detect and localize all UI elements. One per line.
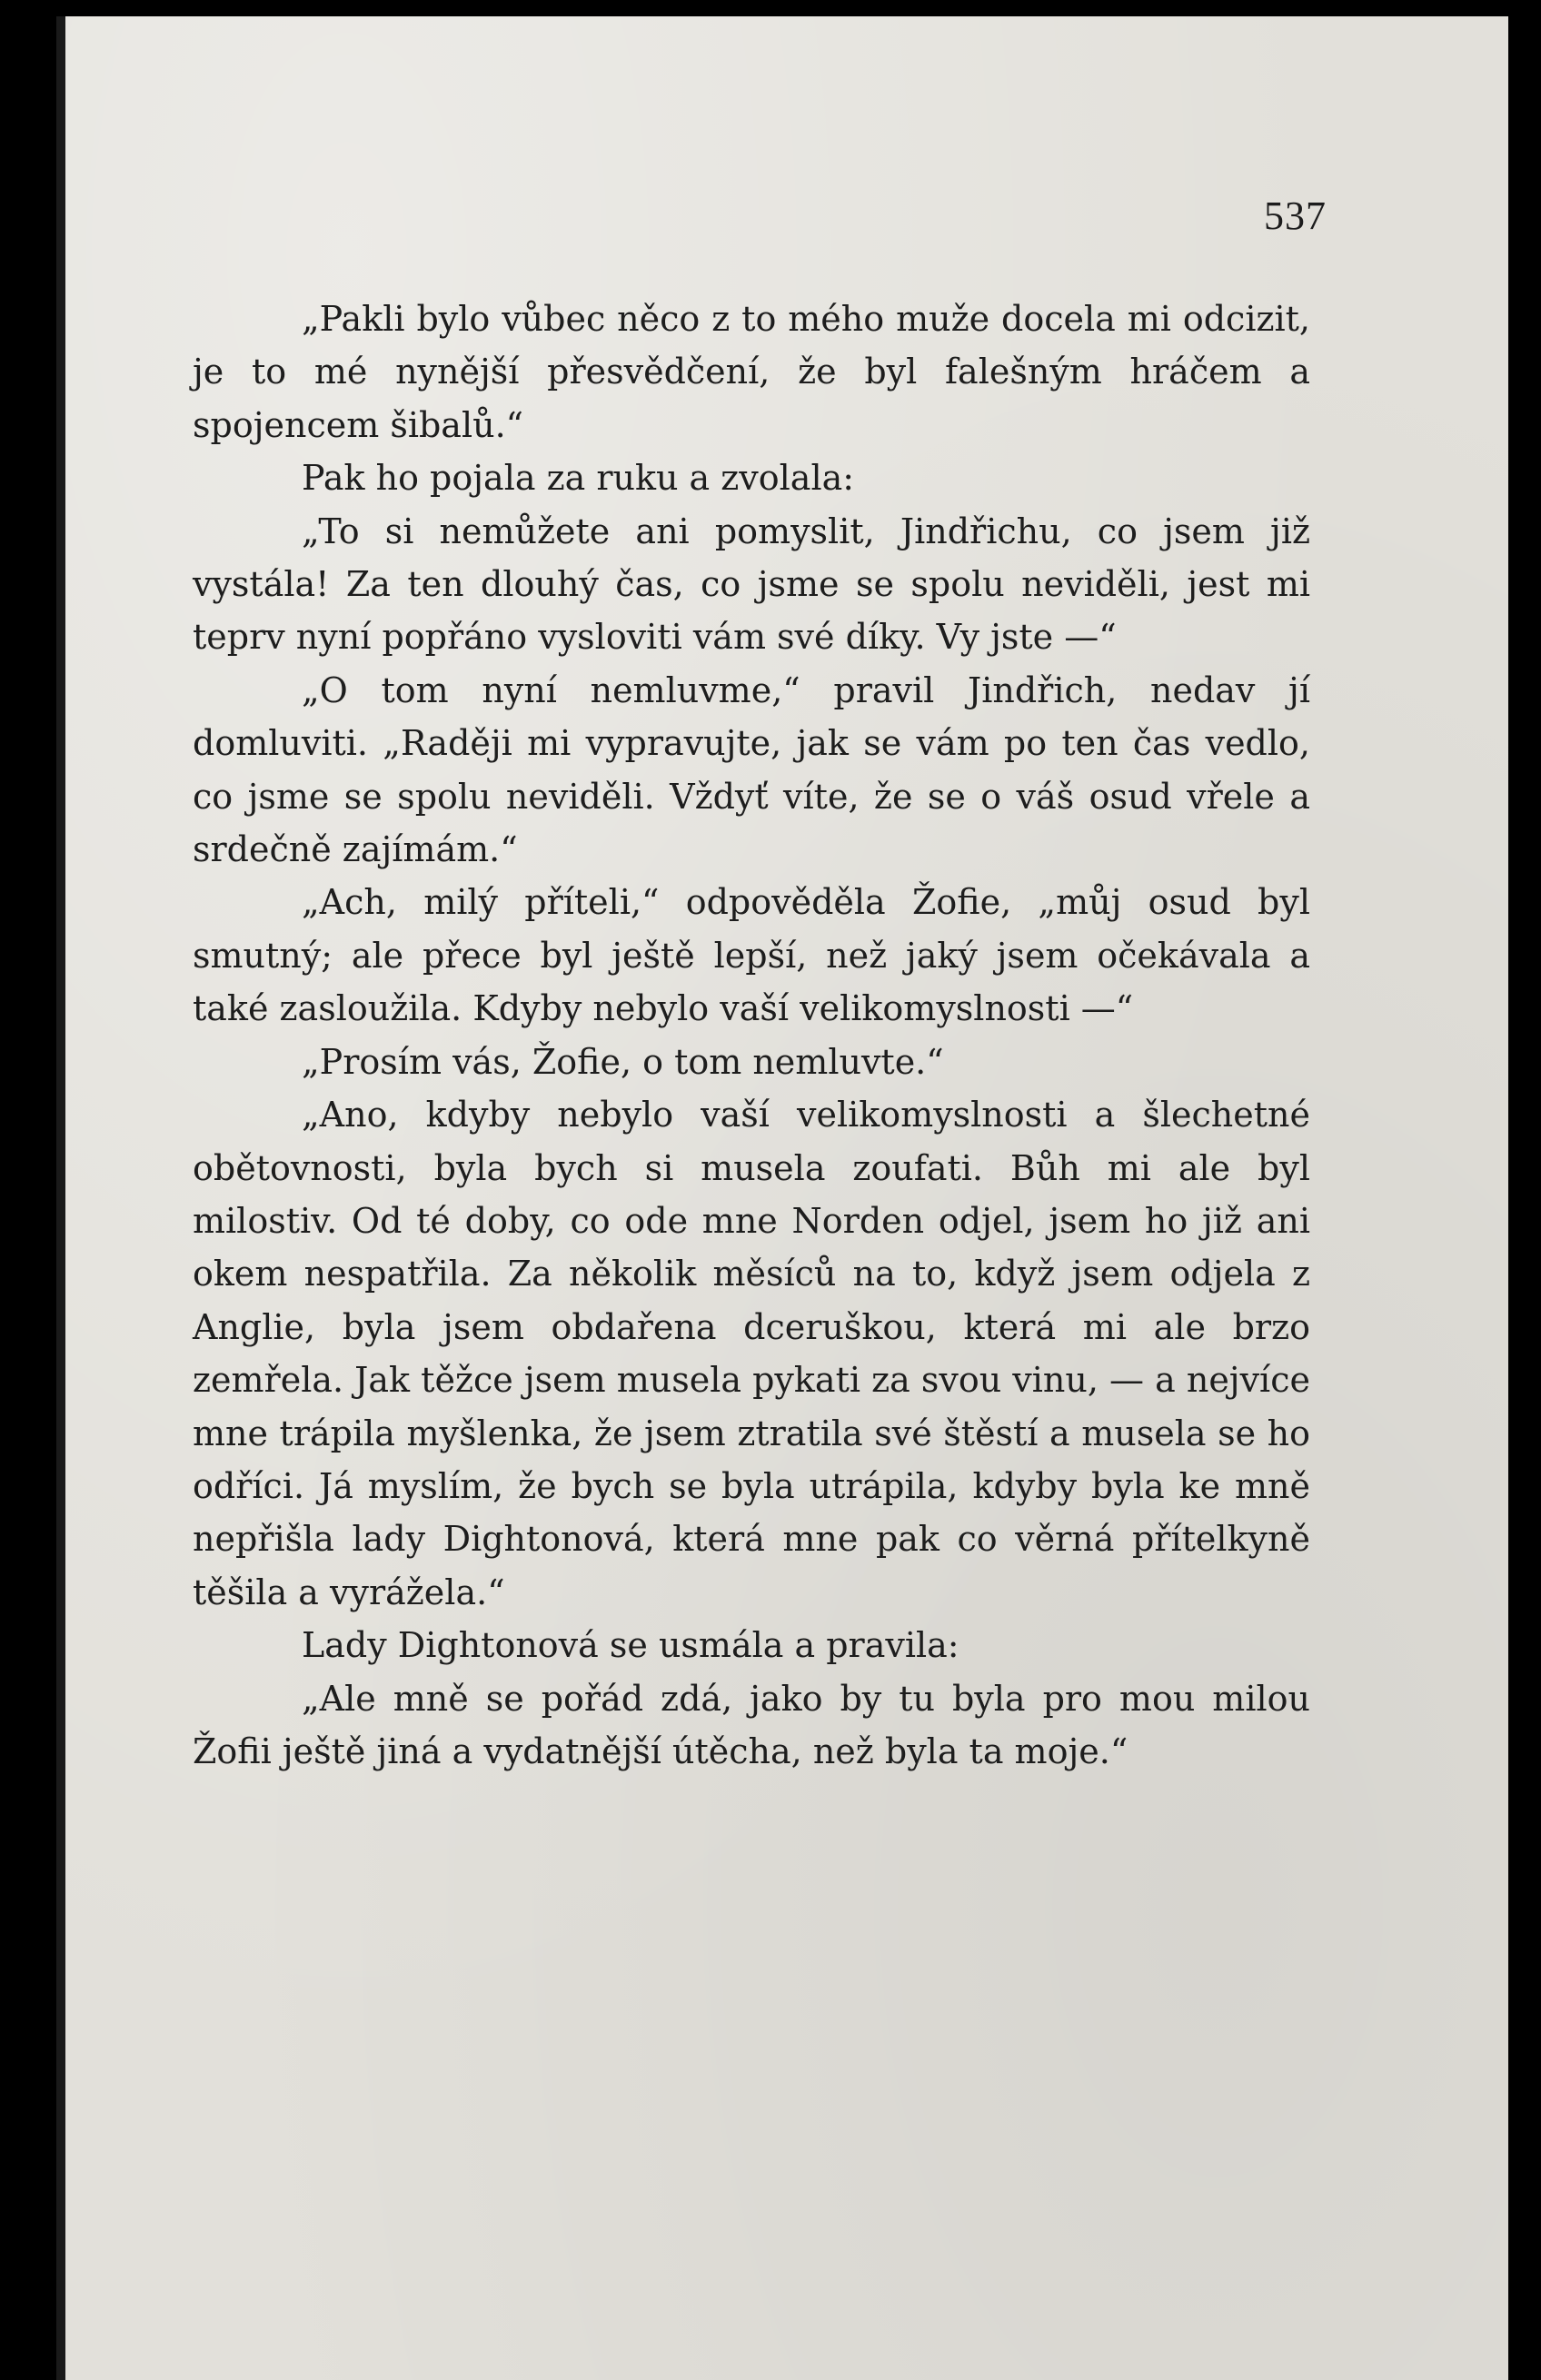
paragraph: „Prosím vás, Žofie, o tom nemluvte.“ [302,1041,944,1082]
paragraph: Pak ho pojala za ruku a zvolala: [302,458,855,499]
scan-mark [0,2253,20,2264]
paragraph: „Ale mně se pořád zdá, jako by tu byla pro mou milou Žofii ještě jiná a vydatnější útěcha, než byla ta moje.“ [193,1678,1310,1771]
paragraph: „O tom nyní nemluvme,“ pravil Jindřich, nedav jí domluviti. „Raději mi vypravujte, jak se vám po ten čas vedlo, co jsme se spolu neviděli. Vždyť víte, že se o váš osud vřele a srdečně zajímám.“ [193,669,1310,870]
paragraph: „Ano, kdyby nebylo vaší velikomyslnosti a šlechetné obětovnosti, byla bych si musela zoufati. Bůh mi ale byl milostiv. Od té doby, co ode mne Norden odjel, jsem ho již ani okem nespatřila. Za několik měsíců na to, když jsem odjela z Anglie, byla jsem obdařena dceruškou, která mi ale brzo zemřela. Jak těžce jsem musela pykati za svou vinu, — a nejvíce mne trápila myšlenka, že jsem ztratila své štěstí a musela se ho odříci. Já myslím, že bych se byla utrápila, kdyby byla ke mně nepřišla lady Dightonová, která mne pak co věrná přítelkyně těšila a vyrážela.“ [193,1095,1310,1612]
paragraph: „To si nemůžete ani pomyslit, Jindřichu, co jsem již vystála! Za ten dlouhý čas, co jsme se spolu neviděli, jest mi teprv nyní popřáno vysloviti vám své díky. Vy jste —“ [193,511,1310,658]
scan-mark [0,1871,20,1884]
paragraph: „Ach, milý příteli,“ odpověděla Žofie, „můj osud byl smutný; ale přece byl ještě lepší, než jaký jsem očekávala a také zasloužila. Kdyby nebylo vaší velikomyslnosti —“ [193,882,1310,1029]
paragraph: „Pakli bylo vůbec něco z to mého muže docela mi odcizit, je to mé nynější přesvědčení, že byl falešným hráčem a spojencem šibalů.“ [193,299,1310,445]
body-text [193,293,1310,1778]
binding-edge [56,16,65,2380]
paragraph: Lady Dightonová se usmála a pravila: [302,1625,959,1666]
page-number: 537 [1264,193,1327,238]
